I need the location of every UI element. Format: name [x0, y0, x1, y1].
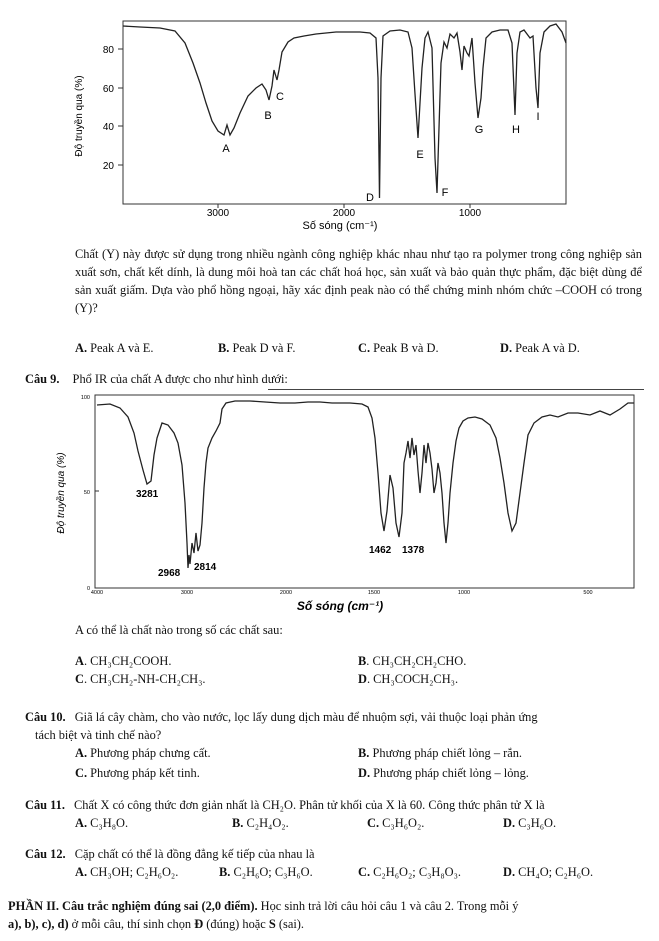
x-tick-2000: 2000 [332, 208, 356, 219]
part-2-items: a), b), c), d) [8, 917, 69, 931]
y-tick-50: 50 [83, 490, 90, 496]
x-axis-label: Số sóng (cm⁻¹) [296, 599, 384, 613]
question-label: Câu 9. [25, 372, 60, 386]
option-key: D. [503, 816, 516, 830]
peak-label-1462: 1462 [369, 545, 392, 556]
q8-option-d[interactable] [500, 339, 580, 357]
q11-option-d[interactable] [503, 814, 556, 832]
option-key: C. [367, 816, 380, 830]
option-text: C₃H₆O. [518, 816, 557, 830]
q9-option-c[interactable] [75, 670, 206, 688]
option-key: D. [500, 341, 513, 355]
part-2-line-2 [8, 915, 304, 933]
part-2-text-a: ở mỗi câu, thí sinh chọn [68, 917, 195, 931]
q12-option-a[interactable] [75, 863, 178, 881]
part-2-title: PHẦN II. Câu trắc nghiệm đúng sai (2,0 điểm). [8, 899, 258, 913]
spectrum-1-frame [123, 21, 566, 204]
option-key: A. [75, 865, 88, 879]
peak-label-3281: 3281 [136, 489, 159, 500]
x-tick-3000: 3000 [206, 208, 230, 219]
q9-option-d[interactable] [358, 670, 458, 688]
option-key: A [75, 654, 84, 668]
peak-label-D: D [366, 192, 374, 204]
option-text: Phương pháp kết tinh. [90, 766, 200, 780]
option-sep: . [366, 672, 374, 686]
y-tick-0: 0 [86, 586, 90, 592]
q10-option-b[interactable] [358, 744, 522, 762]
question-12-heading [25, 845, 315, 863]
x-tick-4000: 4000 [90, 590, 104, 596]
part-2-text-c: (sai). [275, 917, 304, 931]
q8-option-a[interactable] [75, 339, 153, 357]
question-text: Phổ IR của chất A được cho như hình dưới: [72, 372, 288, 386]
x-tick-1500: 1500 [367, 590, 381, 596]
q9-option-a[interactable] [75, 652, 171, 670]
question-8-paragraph: Chất (Y) này được sử dụng trong nhiều ngành công nghiệp khác nhau như tạo ra polymer trong công nghiệp sản xuất sơn, chất kết dính, là dung môi hoà tan các chất hoá học, sản xuất và bảo quản thực phẩm, đặc biệt dùng để sản xuất giấm. Dựa vào phổ hồng ngoại, hãy xác định peak nào có thể chứng minh nhóm chức –COOH có trong (Y)? [75, 247, 642, 315]
part-2-true-mark: Đ [194, 917, 204, 931]
question-label: Câu 10. [25, 710, 66, 724]
question-text: Chất X có công thức đơn giản nhất là CH₂O. Phân tử khối của X là 60. Công thức phân tử X là [74, 798, 545, 812]
question-10-heading [25, 708, 538, 726]
peak-label-2814: 2814 [194, 562, 217, 573]
option-sep: . [366, 654, 373, 668]
peak-label-F: F [441, 187, 449, 199]
q12-option-b[interactable] [219, 863, 313, 881]
ir-spectrum-2 [50, 393, 650, 618]
option-text: Peak D và F. [232, 341, 296, 355]
option-key: B. [232, 816, 244, 830]
q11-option-a[interactable] [75, 814, 128, 832]
peak-label-C: C [276, 91, 284, 103]
divider [268, 389, 644, 390]
q8-option-b[interactable] [218, 339, 296, 357]
ir-spectrum-1 [60, 8, 580, 238]
spectrum-2-curve [97, 401, 634, 568]
peak-label-B: B [264, 110, 272, 122]
y-tick-100: 100 [80, 395, 90, 401]
peak-label-H: H [512, 124, 520, 136]
option-text: Peak A và D. [515, 341, 580, 355]
option-key: D [358, 672, 367, 686]
x-tick-2000: 2000 [279, 590, 293, 596]
x-tick-3000: 3000 [180, 590, 194, 596]
option-text: C₂H₄O₂. [246, 816, 289, 830]
option-key: C. [358, 341, 371, 355]
y-tick-60: 60 [102, 84, 114, 95]
question-text: Cặp chất có thể là đồng đẳng kế tiếp của nhau là [74, 847, 315, 861]
y-tick-20: 20 [102, 161, 114, 172]
option-sep: . [83, 654, 91, 668]
option-key: A. [75, 341, 88, 355]
y-tick-80: 80 [102, 45, 114, 56]
option-text: Peak A và E. [90, 341, 154, 355]
question-label: Câu 11. [25, 798, 65, 812]
q12-option-d[interactable] [503, 863, 593, 881]
option-key: D. [358, 766, 371, 780]
part-2-heading [8, 897, 518, 915]
y-axis-label: Độ truyền qua (%) [56, 452, 67, 534]
option-key: B. [358, 746, 370, 760]
question-9-heading [25, 370, 288, 388]
peak-label-I: I [536, 111, 540, 123]
option-text: Phương pháp chưng cất. [90, 746, 211, 760]
y-axis-label: Độ truyền qua (%) [74, 75, 85, 157]
option-key: A. [75, 746, 88, 760]
q10-option-a[interactable] [75, 744, 211, 762]
part-2-false-mark: S [268, 917, 276, 931]
q8-option-c[interactable] [358, 339, 439, 357]
part-2-text: Học sinh trả lời câu hỏi câu 1 và câu 2. Trong mỗi ý [257, 899, 519, 913]
question-label: Câu 12. [25, 847, 66, 861]
x-tick-1000: 1000 [457, 590, 471, 596]
option-key: A. [75, 816, 88, 830]
q10-option-d[interactable] [358, 764, 529, 782]
question-10-line-2: tách biệt và tinh chế nào? [35, 728, 162, 742]
option-text: CH₄O; C₂H₆O. [518, 865, 594, 879]
option-text: C₂H₆O₂; C₃H₈O₃. [373, 865, 462, 879]
peak-label-2968: 2968 [158, 568, 181, 579]
question-9-prompt: A có thể là chất nào trong số các chất sau: [75, 623, 283, 637]
option-text: C₂H₆O; C₃H₆O. [233, 865, 313, 879]
peak-label-1378: 1378 [402, 545, 425, 556]
q12-option-c[interactable] [358, 863, 461, 881]
option-text: CH₃OH; C₂H₆O₂. [90, 865, 179, 879]
question-11-heading [25, 796, 545, 814]
option-text: CH₃COCH₂CH₃. [373, 672, 459, 686]
option-text: CH₃CH₂COOH. [90, 654, 172, 668]
option-text: Phương pháp chiết lỏng – lỏng. [373, 766, 529, 780]
peak-label-E: E [416, 149, 424, 161]
peak-label-G: G [474, 124, 484, 136]
spectrum-2-frame [95, 395, 634, 588]
option-sep: . [83, 672, 91, 686]
option-key: D. [503, 865, 516, 879]
q11-option-b[interactable] [232, 814, 289, 832]
q9-option-b[interactable] [358, 652, 466, 670]
part-2-text-b: (đúng) hoặc [203, 917, 269, 931]
option-text: CH₃CH₂CH₂CHO. [372, 654, 467, 668]
option-text: C₃H₆O₂. [382, 816, 425, 830]
option-text: Phương pháp chiết lỏng – rắn. [372, 746, 523, 760]
question-text: Giã lá cây chàm, cho vào nước, lọc lấy dung dịch màu để nhuộm sợi, vải thuộc loại phản ứng [74, 710, 538, 724]
q11-option-c[interactable] [367, 814, 424, 832]
option-text: Peak B và D. [373, 341, 439, 355]
x-axis-label: Số sóng (cm⁻¹) [302, 220, 378, 232]
option-text: C₃H₈O. [90, 816, 129, 830]
option-key: B. [219, 865, 231, 879]
option-key: B. [218, 341, 230, 355]
peak-label-A: A [222, 143, 230, 155]
option-key: C [75, 672, 84, 686]
option-text: CH₃CH₂-NH-CH₂CH₃. [90, 672, 206, 686]
q10-option-c[interactable] [75, 764, 200, 782]
x-tick-500: 500 [583, 590, 593, 596]
option-key: C. [358, 865, 371, 879]
option-key: C. [75, 766, 88, 780]
option-key: B [358, 654, 367, 668]
x-tick-1000: 1000 [458, 208, 482, 219]
spectrum-1-curve [123, 24, 566, 198]
y-tick-40: 40 [102, 122, 114, 133]
